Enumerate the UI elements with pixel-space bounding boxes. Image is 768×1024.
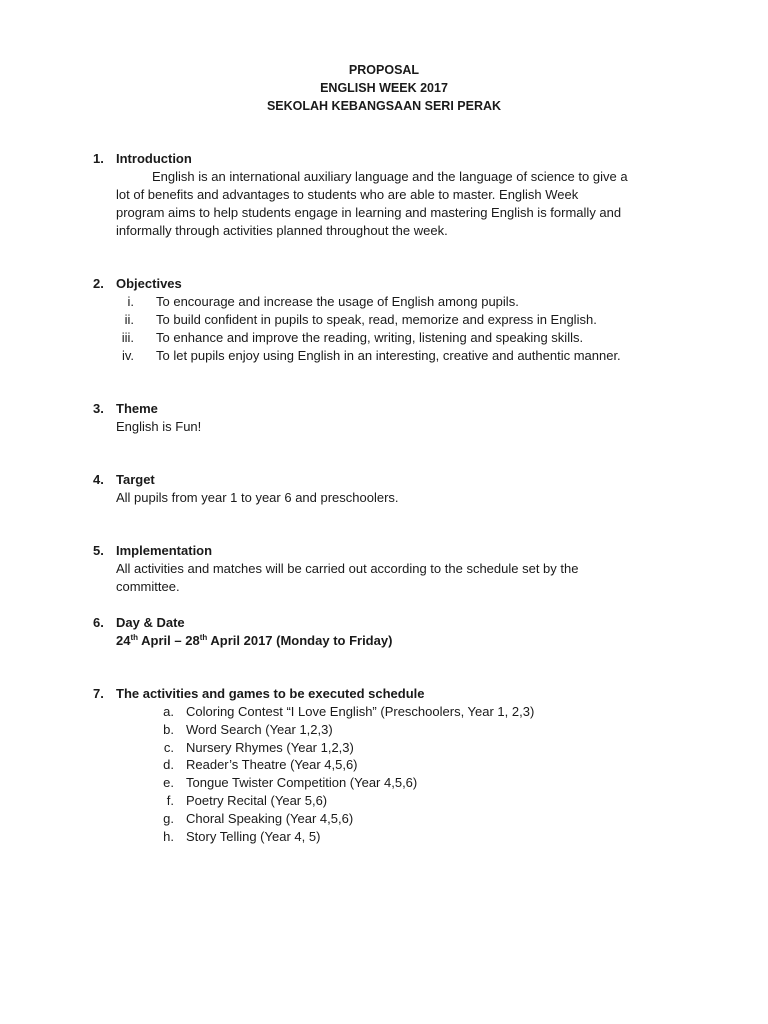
section-heading-day-date: Day & Date: [116, 615, 185, 630]
objective-number: ii.: [124, 312, 134, 327]
intro-line: lot of benefits and advantages to students who are able to master. English Week: [116, 187, 579, 202]
objective-number: i.: [127, 294, 134, 309]
section-heading-introduction: Introduction: [116, 151, 192, 166]
section-number: 6.: [93, 615, 104, 630]
objective-number: iii.: [121, 330, 134, 345]
section-number: 3.: [93, 401, 104, 416]
section-heading-implementation: Implementation: [116, 543, 213, 558]
section-number: 7.: [93, 686, 104, 701]
section-number: 1.: [93, 151, 104, 166]
section-heading-theme: Theme: [116, 401, 158, 416]
section-number: 4.: [93, 472, 104, 487]
objective-item: To encourage and increase the usage of English among pupils.: [156, 294, 519, 309]
activity-letter: e.: [163, 775, 174, 790]
theme-text: English is Fun!: [116, 419, 202, 434]
school-name: SEKOLAH KEBANGSAAN SERI PERAK: [266, 99, 502, 113]
activity-letter: c.: [163, 740, 174, 755]
section-heading-activities: The activities and games to be executed schedule: [116, 686, 425, 701]
section-number: 2.: [93, 276, 104, 291]
activity-letter: f.: [166, 793, 174, 808]
activity-item: Choral Speaking (Year 4,5,6): [186, 811, 354, 826]
objective-number: iv.: [121, 348, 134, 363]
target-text: All pupils from year 1 to year 6 and preschoolers.: [116, 490, 399, 505]
activity-letter: h.: [163, 829, 174, 844]
activity-item: Coloring Contest “I Love English” (Preschoolers, Year 1, 2,3): [186, 704, 535, 719]
date-range: 24th April – 28th April 2017 (Monday to Friday): [116, 633, 393, 648]
activity-item: Story Telling (Year 4, 5): [186, 829, 321, 844]
activity-item: Nursery Rhymes (Year 1,2,3): [186, 740, 354, 755]
activity-letter: d.: [163, 757, 174, 772]
implementation-line: committee.: [116, 579, 180, 594]
activity-item: Reader’s Theatre (Year 4,5,6): [186, 757, 358, 772]
intro-line: English is an international auxiliary language and the language of science to give a: [152, 169, 628, 184]
activity-letter: g.: [163, 811, 174, 826]
activity-letter: a.: [163, 704, 174, 719]
activity-item: Word Search (Year 1,2,3): [186, 722, 333, 737]
intro-line: informally through activities planned throughout the week.: [116, 223, 448, 238]
objective-item: To let pupils enjoy using English in an interesting, creative and authentic manner.: [156, 348, 621, 363]
section-heading-target: Target: [116, 472, 155, 487]
doc-title: PROPOSAL: [348, 63, 420, 77]
activity-letter: b.: [163, 722, 174, 737]
section-number: 5.: [93, 543, 104, 558]
section-heading-objectives: Objectives: [116, 276, 182, 291]
doc-subtitle: ENGLISH WEEK 2017: [320, 81, 448, 95]
objective-item: To build confident in pupils to speak, read, memorize and express in English.: [156, 312, 597, 327]
objective-item: To enhance and improve the reading, writing, listening and speaking skills.: [156, 330, 584, 345]
activity-item: Tongue Twister Competition (Year 4,5,6): [186, 775, 418, 790]
implementation-line: All activities and matches will be carried out according to the schedule set by the: [116, 561, 579, 576]
intro-line: program aims to help students engage in learning and mastering English is formally and: [116, 205, 622, 220]
activity-item: Poetry Recital (Year 5,6): [186, 793, 328, 808]
